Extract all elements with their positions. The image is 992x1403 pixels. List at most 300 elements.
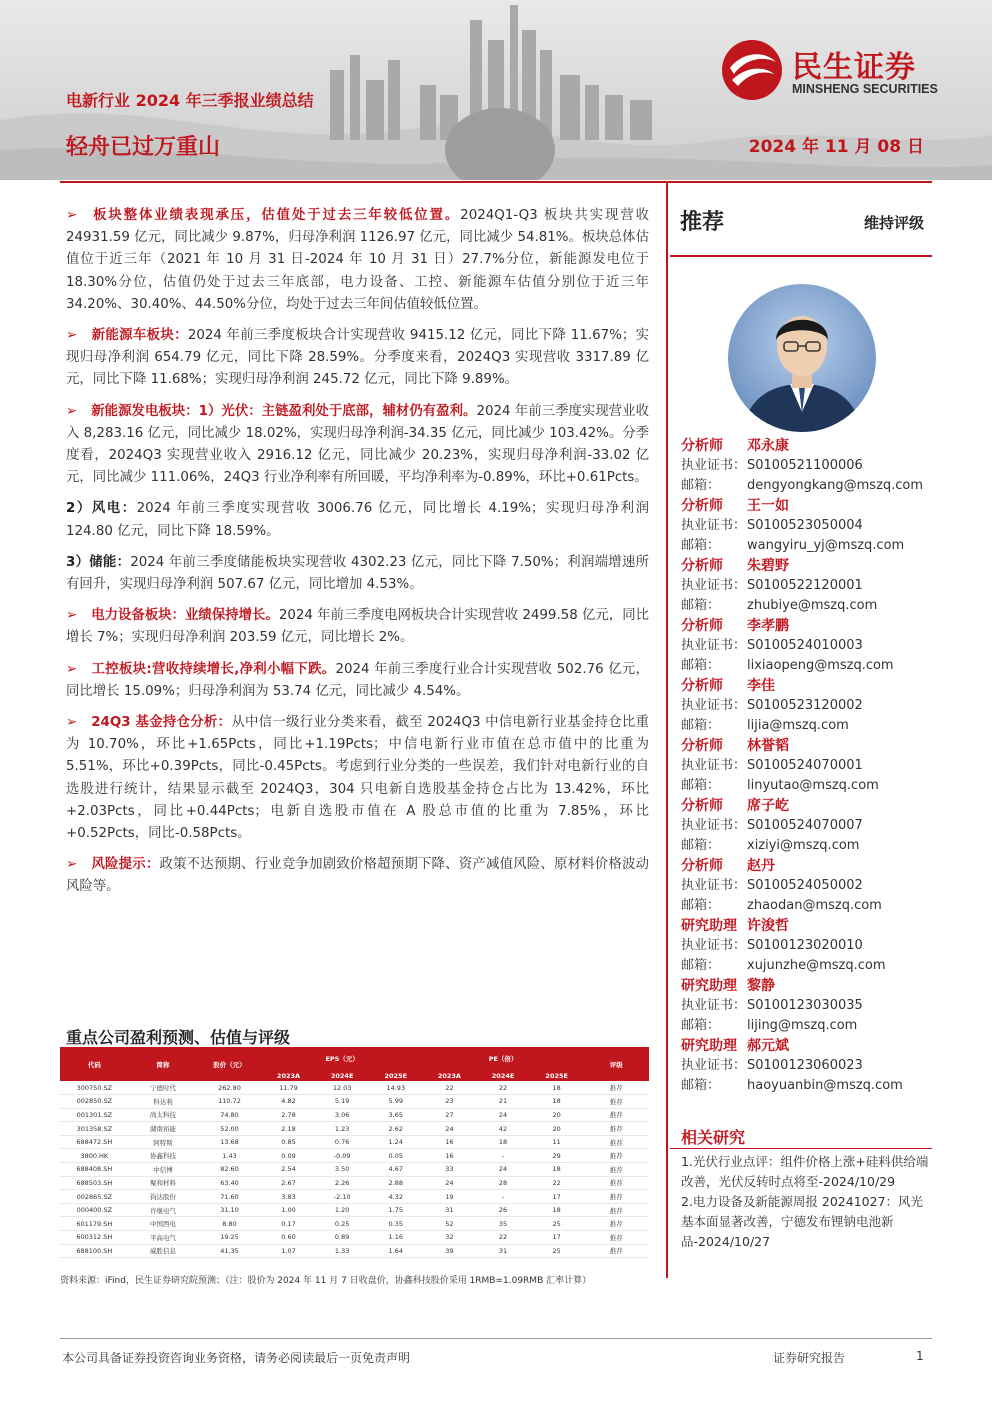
- table-cell: 1.43: [197, 1149, 261, 1163]
- analyst-email-row: [681, 836, 936, 856]
- cert-label: 执业证书：: [681, 758, 747, 773]
- table-cell: 平高电气: [129, 1231, 198, 1245]
- table-cell: 1.33: [315, 1244, 369, 1258]
- table-cell: -2.10: [315, 1190, 369, 1204]
- analyst-name: 许浚哲: [747, 918, 789, 934]
- table-cell: 001301.SZ: [60, 1108, 129, 1122]
- paragraph-text: 从中信一级行业分类来看，截至 2024Q3 中信电新行业基金持仓比重为 10.70%，环比+1.65Pcts，同比+1.19Pcts；中信电新行业市值在总市值中的比重为 5.51%，环比+0.39Pcts，同比-0.45Pcts。考虑到行业分类的一些误差，我们针对电新行业的自选股进行统计，结果显示截至 2024Q3，304 只电新自选股基金持仓占比为 13.42%，环比+2.03Pcts，同比+0.44Pcts；电新自选股市值在 A 股总市值的比重为 7.85%，环比+0.52Pcts，同比-0.58Pcts。: [66, 715, 650, 842]
- table-cell: 002850.SZ: [60, 1095, 129, 1109]
- report-date: 2024 年 11 月 08 日: [748, 137, 924, 157]
- table-row: [60, 1244, 649, 1258]
- analyst-name: 席子屹: [747, 798, 789, 814]
- table-cell: 18: [476, 1135, 530, 1149]
- table-cell: 2.26: [315, 1176, 369, 1190]
- email-link[interactable]: haoyuanbin@mszq.com: [747, 1078, 903, 1093]
- summary-paragraph: [66, 205, 649, 316]
- table-cell: 19: [423, 1190, 477, 1204]
- table-cell: 27: [423, 1108, 477, 1122]
- table-cell: 42: [476, 1122, 530, 1136]
- email-label: 邮箱：: [681, 838, 721, 853]
- paragraph-heading: 新能源发电板块：1）光伏：主链盈利处于底部，辅材仍有盈利。: [91, 403, 477, 419]
- analyst-role: 分析师: [681, 858, 723, 874]
- table-cell: 0.17: [262, 1217, 316, 1231]
- analyst-name-row: [681, 916, 936, 936]
- table-cell: 29: [530, 1149, 584, 1163]
- analyst-name-row: [681, 796, 936, 816]
- table-cell: 24: [423, 1122, 477, 1136]
- bullet-arrow-icon: ➢: [66, 208, 78, 223]
- related-research-item[interactable]: 2.电力设备及新能源周报 20241027：风光基本面显著改善，宁德发布锂钠电池新品-2024/10/27: [681, 1194, 924, 1249]
- paragraph-heading: 3）储能：: [66, 554, 131, 570]
- table-row: [60, 1217, 649, 1231]
- table-cell: 1.20: [315, 1203, 369, 1217]
- table-cell: 20: [530, 1122, 584, 1136]
- analyst-name-row: [681, 856, 936, 876]
- table-cell: 0.60: [262, 1231, 316, 1245]
- table-cell: 0.05: [369, 1149, 423, 1163]
- table-cell: 688472.SH: [60, 1135, 129, 1149]
- email-link[interactable]: wangyiru_yj@mszq.com: [747, 538, 905, 553]
- header-eps: EPS（元）: [262, 1047, 423, 1070]
- table-cell: 688100.SH: [60, 1244, 129, 1258]
- person-icon: [728, 284, 876, 432]
- analyst-cert-row: [681, 1056, 936, 1076]
- email-label: 邮箱：: [681, 958, 721, 973]
- analyst-email-row: [681, 1076, 936, 1096]
- table-cell: 22: [476, 1231, 530, 1245]
- header-year: 2023A: [423, 1070, 477, 1081]
- paragraph-heading: 工控板块:营收持续增长,净利小幅下跌。: [91, 661, 336, 677]
- table-cell: 39: [423, 1244, 477, 1258]
- logo-mark-icon: [720, 38, 784, 102]
- table-cell: 18: [530, 1203, 584, 1217]
- table-cell: 湖南裕能: [129, 1122, 198, 1136]
- cert-number: S0100524070007: [747, 818, 863, 833]
- analyst-email-row: [681, 896, 936, 916]
- analyst-role: 研究助理: [681, 918, 737, 934]
- analyst-name-row: [681, 976, 936, 996]
- cert-number: S0100521100006: [747, 458, 863, 473]
- rating-status: 维持评级: [863, 214, 924, 232]
- company-logo: [720, 38, 965, 102]
- bullet-arrow-icon: ➢: [66, 403, 78, 419]
- table-cell: 25: [530, 1217, 584, 1231]
- analyst-role: 研究助理: [681, 978, 737, 994]
- table-cell: 2.18: [262, 1122, 316, 1136]
- bullet-arrow-icon: ➢: [66, 328, 78, 344]
- analyst-email-row: [681, 956, 936, 976]
- cert-label: 执业证书：: [681, 518, 747, 533]
- paragraph-text: 2024 年前三季度电网板块合计实现营收 2499.58 亿元，同比增长 7%；实现归母净利润 203.59 亿元，同比增长 2%。: [66, 608, 649, 646]
- table-cell: 25: [530, 1244, 584, 1258]
- table-cell: 5.99: [369, 1095, 423, 1109]
- footer-divider: [60, 1338, 932, 1339]
- recommendation: 推荐: [680, 210, 725, 235]
- email-label: 邮箱：: [681, 718, 721, 733]
- table-row: [60, 1149, 649, 1163]
- analyst-cert-row: [681, 756, 936, 776]
- cert-number: S0100524010003: [747, 638, 863, 653]
- email-label: 邮箱：: [681, 478, 721, 493]
- table-row: [60, 1176, 649, 1190]
- table-cell: 12.03: [315, 1081, 369, 1095]
- table-cell: 601179.SH: [60, 1217, 129, 1231]
- table-cell: 20: [530, 1108, 584, 1122]
- table-cell: 0.76: [315, 1135, 369, 1149]
- email-link[interactable]: xiziyi@mszq.com: [747, 838, 860, 853]
- table-cell: 1.07: [262, 1244, 316, 1258]
- table-cell: 尚太科技: [129, 1108, 198, 1122]
- table-cell: 中国西电: [129, 1217, 198, 1231]
- cert-label: 执业证书：: [681, 998, 747, 1013]
- cert-label: 执业证书：: [681, 1058, 747, 1073]
- email-label: 邮箱：: [681, 1018, 721, 1033]
- paragraph-text: 2024 年前三季度储能板块实现营收 4302.23 亿元，同比下降 7.50%；利润端增速所有回升，实现归母净利润 507.67 亿元，同比增加 4.53%。: [66, 554, 649, 593]
- table-cell: 600312.SH: [60, 1231, 129, 1245]
- table-cell: 33: [423, 1163, 477, 1177]
- table-cell: 002865.SZ: [60, 1190, 129, 1204]
- table-cell: 中信博: [129, 1163, 198, 1177]
- table-row: [60, 1122, 649, 1136]
- table-cell: 1.16: [369, 1231, 423, 1245]
- paragraph-text: 2024 年前三季度行业合计实现营收 502.76 亿元，同比增长 15.09%；归母净利润为 53.74 亿元，同比减少 4.54%。: [66, 661, 649, 699]
- paragraph-text: 政策不达预期、行业竞争加剧致价格超预期下降、资产减值风险、原材料价格波动风险等。: [66, 857, 649, 895]
- related-research-list: [681, 1152, 929, 1252]
- analyst-name: 邓永康: [747, 438, 789, 454]
- header-year: 2025E: [369, 1070, 423, 1081]
- table-cell: 1.00: [262, 1203, 316, 1217]
- header-code: 代码: [60, 1047, 129, 1081]
- table-cell: 32: [423, 1231, 477, 1245]
- email-link[interactable]: xujunzhe@mszq.com: [747, 958, 886, 973]
- table-cell: 推荐: [584, 1108, 649, 1122]
- analyst-cert-row: [681, 456, 936, 476]
- report-title: 轻舟已过万重山: [66, 135, 221, 160]
- table-cell: 18: [530, 1081, 584, 1095]
- summary-paragraph: [66, 605, 649, 649]
- table-cell: 2.54: [262, 1163, 316, 1177]
- table-cell: 2.78: [262, 1108, 316, 1122]
- paragraph-heading: 2）风电：: [66, 501, 137, 517]
- cert-label: 执业证书：: [681, 818, 747, 833]
- paragraph-heading: 板块整体业绩表现承压，估值处于过去三年较低位置。: [91, 208, 461, 223]
- table-cell: 301358.SZ: [60, 1122, 129, 1136]
- table-cell: 74.80: [197, 1108, 261, 1122]
- table-cell: 威胜信息: [129, 1244, 198, 1258]
- email-label: 邮箱：: [681, 538, 721, 553]
- table-cell: 688503.SH: [60, 1176, 129, 1190]
- table-cell: 宁德时代: [129, 1081, 198, 1095]
- analyst-cert-row: [681, 636, 936, 656]
- cert-label: 执业证书：: [681, 578, 747, 593]
- table-cell: 1.75: [369, 1203, 423, 1217]
- analyst-name: 郝元斌: [747, 1038, 789, 1054]
- analyst-photo: [728, 284, 876, 432]
- header-year: 2023A: [262, 1070, 316, 1081]
- paragraph-heading: 风险提示：: [91, 857, 160, 873]
- analyst-cert-row: [681, 816, 936, 836]
- table-cell: 科达利: [129, 1095, 198, 1109]
- table-cell: 11: [530, 1135, 584, 1149]
- cert-number: S0100524050002: [747, 878, 863, 893]
- email-link[interactable]: zhaodan@mszq.com: [747, 898, 882, 913]
- table-cell: 16: [423, 1135, 477, 1149]
- analyst-name-row: [681, 556, 936, 576]
- table-cell: 许继电气: [129, 1203, 198, 1217]
- related-research-title: 相关研究: [681, 1128, 746, 1147]
- analyst-name: 赵丹: [747, 858, 775, 874]
- table-cell: 63.40: [197, 1176, 261, 1190]
- table-cell: 26: [476, 1203, 530, 1217]
- table-source-note: 资料来源：iFind，民生证券研究院预测；（注：股价为 2024 年 11 月 7 日收盘价，协鑫科技股价采用 1RMB=1.09RMB 汇率计算）: [60, 1276, 592, 1286]
- table-cell: 聚和材料: [129, 1176, 198, 1190]
- email-label: 邮箱：: [681, 898, 721, 913]
- paragraph-heading: 24Q3 基金持仓分析：: [91, 715, 232, 731]
- analyst-cert-row: [681, 996, 936, 1016]
- analyst-email-row: [681, 1016, 936, 1036]
- analyst-name-row: [681, 436, 936, 456]
- column-divider: [666, 183, 668, 1278]
- report-series: 电新行业 2024 年三季报业绩总结: [66, 91, 314, 110]
- cert-number: S0100524070001: [747, 758, 863, 773]
- table-cell: -: [476, 1149, 530, 1163]
- email-link[interactable]: lixiaopeng@mszq.com: [747, 658, 894, 673]
- analyst-role: 分析师: [681, 618, 723, 634]
- analyst-name-row: [681, 1036, 936, 1056]
- cert-number: S0100522120001: [747, 578, 863, 593]
- table-cell: 2.67: [262, 1176, 316, 1190]
- table-cell: 11.79: [262, 1081, 316, 1095]
- header-year: 2024E: [315, 1070, 369, 1081]
- table-cell: 推荐: [584, 1244, 649, 1258]
- table-cell: 16: [423, 1149, 477, 1163]
- summary-paragraph: [66, 325, 649, 392]
- table-cell: -: [476, 1190, 530, 1204]
- email-link[interactable]: zhubiye@mszq.com: [747, 598, 878, 613]
- analyst-email-row: [681, 656, 936, 676]
- header-year: 2025E: [530, 1070, 584, 1081]
- table-cell: 71.60: [197, 1190, 261, 1204]
- analyst-email-row: [681, 536, 936, 556]
- bullet-arrow-icon: ➢: [66, 608, 78, 624]
- header-rating: 评级: [584, 1047, 649, 1081]
- table-cell: 22: [530, 1176, 584, 1190]
- table-cell: 推荐: [584, 1217, 649, 1231]
- table-cell: 300750.SZ: [60, 1081, 129, 1095]
- table-cell: 推荐: [584, 1135, 649, 1149]
- summary-paragraph: [66, 712, 649, 845]
- table-cell: 4.67: [369, 1163, 423, 1177]
- table-cell: 31.10: [197, 1203, 261, 1217]
- table-cell: 3.83: [262, 1190, 316, 1204]
- table-row: [60, 1163, 649, 1177]
- table-cell: 262.80: [197, 1081, 261, 1095]
- email-link[interactable]: dengyongkang@mszq.com: [747, 478, 924, 493]
- table-cell: 8.80: [197, 1217, 261, 1231]
- table-cell: 13.68: [197, 1135, 261, 1149]
- table-row: [60, 1081, 649, 1095]
- header-year: 2024E: [476, 1070, 530, 1081]
- table-cell: 1.23: [315, 1122, 369, 1136]
- table-cell: 31: [423, 1203, 477, 1217]
- footer-disclaimer: 本公司具备证券投资咨询业务资格，请务必阅读最后一页免责声明: [62, 1351, 411, 1365]
- analyst-email-row: [681, 716, 936, 736]
- table-cell: 23: [423, 1095, 477, 1109]
- table-cell: 24: [476, 1163, 530, 1177]
- summary-paragraph: [66, 401, 649, 490]
- summary-paragraph: [66, 498, 649, 542]
- table-cell: 5.19: [315, 1095, 369, 1109]
- table-cell: 110.72: [197, 1095, 261, 1109]
- table-cell: 31: [476, 1244, 530, 1258]
- email-label: 邮箱：: [681, 778, 721, 793]
- paragraph-heading: 电力设备板块：业绩保持增长。: [91, 608, 279, 624]
- email-label: 邮箱：: [681, 598, 721, 613]
- table-cell: 3.06: [315, 1108, 369, 1122]
- analyst-email-row: [681, 596, 936, 616]
- header-name: 简称: [129, 1047, 198, 1081]
- table-cell: 0.89: [315, 1231, 369, 1245]
- table-row: [60, 1108, 649, 1122]
- table-row: [60, 1135, 649, 1149]
- table-cell: 14.93: [369, 1081, 423, 1095]
- table-cell: 1.24: [369, 1135, 423, 1149]
- cert-label: 执业证书：: [681, 698, 747, 713]
- email-label: 邮箱：: [681, 658, 721, 673]
- table-cell: 2.88: [369, 1176, 423, 1190]
- analyst-email-row: [681, 476, 936, 496]
- table-cell: 3.50: [315, 1163, 369, 1177]
- cert-number: S0100123060023: [747, 1058, 863, 1073]
- table-cell: 推荐: [584, 1081, 649, 1095]
- header-divider: [60, 181, 932, 183]
- analyst-name-row: [681, 496, 936, 516]
- table-body: [60, 1081, 649, 1258]
- header-price: 股价（元）: [197, 1047, 261, 1081]
- cert-label: 执业证书：: [681, 638, 747, 653]
- table-cell: 41.35: [197, 1244, 261, 1258]
- paragraph-heading: 新能源车板块：: [91, 328, 188, 344]
- table-cell: 推荐: [584, 1203, 649, 1217]
- table-cell: 推荐: [584, 1122, 649, 1136]
- analyst-role: 分析师: [681, 438, 723, 454]
- footer-report-type: 证券研究报告: [773, 1351, 846, 1365]
- summary-body: [66, 205, 649, 908]
- analyst-cert-row: [681, 936, 936, 956]
- table-cell: 3.65: [369, 1108, 423, 1122]
- table-cell: 2.62: [369, 1122, 423, 1136]
- table-cell: 0.85: [262, 1135, 316, 1149]
- analyst-list: [681, 436, 936, 1096]
- analyst-email-row: [681, 776, 936, 796]
- email-link[interactable]: lijing@mszq.com: [747, 1018, 858, 1033]
- paragraph-text: 2024Q1-Q3 板块共实现营收 24931.59 亿元，同比减少 9.87%，归母净利润 1126.97 亿元，同比减少 54.81%。板块总体估值位于近三年（2021 年 10 月 31 日-2024 年 10 月 31 日）27.7%分位，新能源发电位于 18.30%分位，估值仍处于过去三年底部，电力设备、工控、新能源车估值分别位于近三年 34.20%、30.40%、44.50%分位，均处于过去三年间估值较低位置。: [66, 208, 649, 312]
- analyst-cert-row: [681, 696, 936, 716]
- table-title: 重点公司盈利预测、估值与评级: [66, 1028, 291, 1047]
- table-cell: 3800.HK: [60, 1149, 129, 1163]
- table-cell: 推荐: [584, 1231, 649, 1245]
- page-number: 1: [916, 1349, 924, 1363]
- related-research-item[interactable]: 1.光伏行业点评：组件价格上涨+硅料供给端改善，光伏反转时点将至-2024/10/29: [681, 1154, 929, 1189]
- table-cell: 688408.SH: [60, 1163, 129, 1177]
- table-cell: 推荐: [584, 1095, 649, 1109]
- table-cell: 24: [423, 1176, 477, 1190]
- email-label: 邮箱：: [681, 1078, 721, 1093]
- table-cell: -0.09: [315, 1149, 369, 1163]
- analyst-role: 分析师: [681, 678, 723, 694]
- analyst-name: 朱碧野: [747, 558, 789, 574]
- cert-label: 执业证书：: [681, 458, 747, 473]
- table-cell: 钧达股份: [129, 1190, 198, 1204]
- table-row: [60, 1190, 649, 1204]
- bullet-arrow-icon: ➢: [66, 857, 78, 873]
- table-row: [60, 1095, 649, 1109]
- table-cell: 35: [476, 1217, 530, 1231]
- table-cell: 17: [530, 1190, 584, 1204]
- header-banner: [0, 0, 992, 180]
- table-cell: 4.82: [262, 1095, 316, 1109]
- email-link[interactable]: lijia@mszq.com: [747, 718, 849, 733]
- table-cell: 82.60: [197, 1163, 261, 1177]
- cert-label: 执业证书：: [681, 938, 747, 953]
- table-cell: 0.25: [315, 1217, 369, 1231]
- table-cell: 阿特斯: [129, 1135, 198, 1149]
- rating-divider: [670, 255, 932, 257]
- paragraph-text: 2024 年前三季度实现营业收入 8,283.16 亿元，同比减少 18.02%，实现归母净利润-34.35 亿元，同比减少 103.42%。分季度看，2024Q3 实现营业收入 2916.12 亿元，同比减少 20.23%，实现归母净利润-33.02 亿元，同比减少 111.06%，24Q3 行业净利率有所回暖，平均净利率为-0.89%，环比+0.61Pcts。: [66, 403, 649, 486]
- logo-name-en: MINSHENG SECURITIES: [792, 82, 938, 96]
- bullet-arrow-icon: ➢: [66, 661, 78, 677]
- cert-number: S0100523050004: [747, 518, 863, 533]
- summary-paragraph: [66, 854, 649, 898]
- table-cell: 28: [476, 1176, 530, 1190]
- analyst-name-row: [681, 616, 936, 636]
- email-link[interactable]: linyutao@mszq.com: [747, 778, 879, 793]
- related-divider: [670, 1148, 932, 1149]
- table-cell: 22: [476, 1081, 530, 1095]
- analyst-role: 分析师: [681, 558, 723, 574]
- table-cell: 4.32: [369, 1190, 423, 1204]
- table-cell: 协鑫科技: [129, 1149, 198, 1163]
- analyst-role: 分析师: [681, 498, 723, 514]
- analyst-cert-row: [681, 876, 936, 896]
- summary-paragraph: [66, 552, 649, 596]
- table-cell: 21: [476, 1095, 530, 1109]
- paragraph-text: 2024 年前三季度板块合计实现营收 9415.12 亿元，同比下降 11.67%；实现归母净利润 654.79 亿元，同比下降 28.59%。分季度来看，2024Q3 实现营收 3317.89 亿元，同比下降 11.68%；实现归母净利润 245.72 亿元，同比下降 9.89%。: [66, 328, 649, 388]
- paragraph-text: 2024 年前三季度实现营收 3006.76 亿元，同比增长 4.19%；实现归母净利润 124.80 亿元，同比下降 18.59%。: [66, 501, 649, 539]
- analyst-name-row: [681, 676, 936, 696]
- analyst-role: 研究助理: [681, 1038, 737, 1054]
- table-cell: 22: [423, 1081, 477, 1095]
- analyst-role: 分析师: [681, 798, 723, 814]
- table-row: [60, 1203, 649, 1217]
- table-cell: 52: [423, 1217, 477, 1231]
- analyst-name: 黎静: [747, 978, 775, 994]
- cert-number: S0100523120002: [747, 698, 863, 713]
- table-cell: 0.35: [369, 1217, 423, 1231]
- table-cell: 19.25: [197, 1231, 261, 1245]
- logo-name-cn: 民生证券: [792, 50, 916, 85]
- table-cell: 推荐: [584, 1163, 649, 1177]
- cert-label: 执业证书：: [681, 878, 747, 893]
- table-cell: 18: [530, 1163, 584, 1177]
- analyst-cert-row: [681, 516, 936, 536]
- table-cell: 推荐: [584, 1149, 649, 1163]
- analyst-name: 王一如: [747, 498, 789, 514]
- cert-number: S0100123020010: [747, 938, 863, 953]
- forecast-table: [60, 1047, 649, 1258]
- table-cell: 1.64: [369, 1244, 423, 1258]
- analyst-name-row: [681, 736, 936, 756]
